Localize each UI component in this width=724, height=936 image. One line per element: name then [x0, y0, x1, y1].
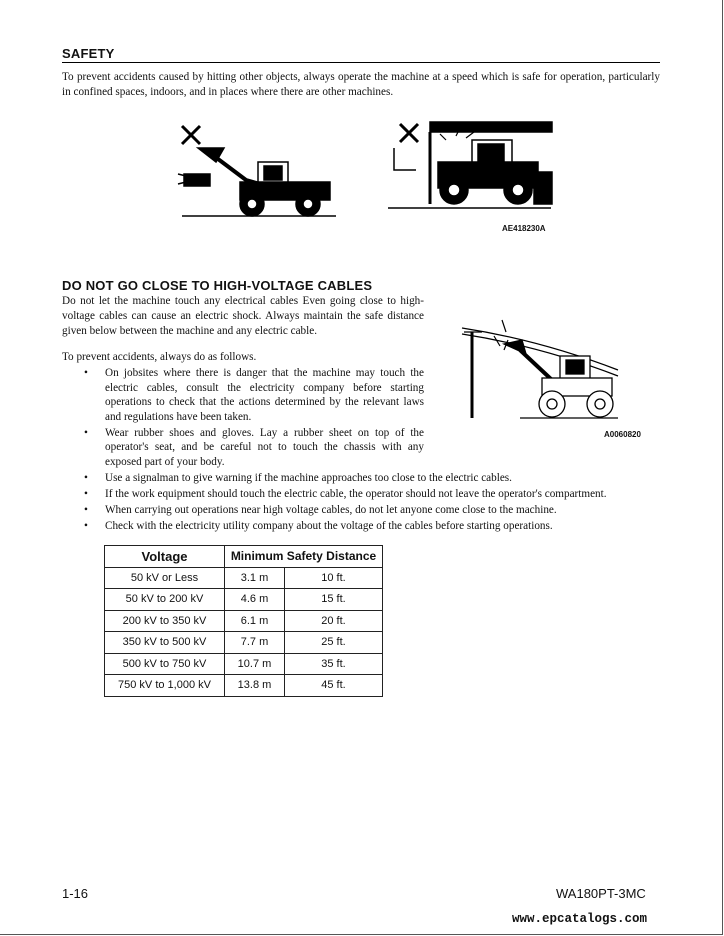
cell-feet: 20 ft. — [285, 610, 383, 632]
watermark-link[interactable]: www.epcatalogs.com — [512, 912, 648, 926]
header-distance: Minimum Safety Distance — [225, 546, 383, 568]
prohibited-x-icon-right — [400, 124, 418, 142]
table-row — [105, 653, 383, 675]
cables-intro: Do not let the machine touch any electrical cables Even going close to high-voltage cables can cause an electric shock. Always maintain the safe distance given below between the machine and any electric cable. — [62, 295, 424, 337]
safety-intro: To prevent accidents caused by hitting other objects, always operate the machine at a speed which is safe for operation, particularly in confined spaces, indoors, and in places where there are other machines. — [62, 71, 660, 98]
table-header-row — [105, 546, 383, 568]
page-number: 1-16 — [62, 886, 89, 901]
header-voltage: Voltage — [105, 546, 225, 568]
list-item: • When carrying out operations near high voltage cables, do not let anyone come close to the machine. — [84, 503, 557, 516]
list-item: • Wear rubber shoes and gloves. Lay a rubber sheet on top of the operator's seat, and be careful not to touch the chassis with any exposed part of your body. — [84, 426, 424, 468]
cell-feet: 45 ft. — [285, 675, 383, 697]
cell-feet: 35 ft. — [285, 653, 383, 675]
cell-voltage: 750 kV to 1,000 kV — [105, 675, 225, 697]
table-row — [105, 610, 383, 632]
section-title-safety: SAFETY — [62, 46, 115, 61]
figure-code-cables: A0060820 — [604, 430, 641, 439]
table-row — [105, 567, 383, 589]
cables-lead: To prevent accidents, always do as follows. — [62, 351, 257, 363]
cell-voltage: 500 kV to 750 kV — [105, 653, 225, 675]
list-item: • If the work equipment should touch the electric cable, the operator should not leave the operator's compartment. — [84, 487, 607, 500]
list-item: • Use a signalman to give warning if the machine approaches too close to the electric cables. — [84, 471, 512, 484]
table-row — [105, 632, 383, 654]
figure-code-safety: AE418230A — [502, 224, 546, 233]
cell-voltage: 50 kV to 200 kV — [105, 589, 225, 611]
cell-feet: 25 ft. — [285, 632, 383, 654]
precaution-list — [62, 366, 660, 535]
figure-loader-collision — [176, 118, 556, 230]
cell-feet: 15 ft. — [285, 589, 383, 611]
prohibited-x-icon-left — [182, 126, 200, 144]
list-item: • Check with the electricity utility company about the voltage of the cables before starting operations. — [84, 519, 553, 532]
section-rule-safety — [62, 62, 660, 63]
cell-feet: 10 ft. — [285, 567, 383, 589]
cell-meters: 7.7 m — [225, 632, 285, 654]
section-title-cables: DO NOT GO CLOSE TO HIGH-VOLTAGE CABLES — [62, 278, 373, 293]
safety-distance-table — [104, 545, 383, 697]
cell-meters: 4.6 m — [225, 589, 285, 611]
list-item: • On jobsites where there is danger that the machine may touch the electric cables, consult the electricity company before starting operations to check that the actions determined by the relevant laws and regulations have been taken. — [84, 367, 424, 423]
cell-meters: 10.7 m — [225, 653, 285, 675]
cell-voltage: 200 kV to 350 kV — [105, 610, 225, 632]
cell-meters: 13.8 m — [225, 675, 285, 697]
cell-meters: 3.1 m — [225, 567, 285, 589]
loader-left-illustration — [178, 148, 336, 216]
table-row — [105, 675, 383, 697]
model-number: WA180PT-3MC — [556, 886, 646, 901]
cell-voltage: 50 kV or Less — [105, 567, 225, 589]
table-row — [105, 589, 383, 611]
cell-meters: 6.1 m — [225, 610, 285, 632]
cell-voltage: 350 kV to 500 kV — [105, 632, 225, 654]
